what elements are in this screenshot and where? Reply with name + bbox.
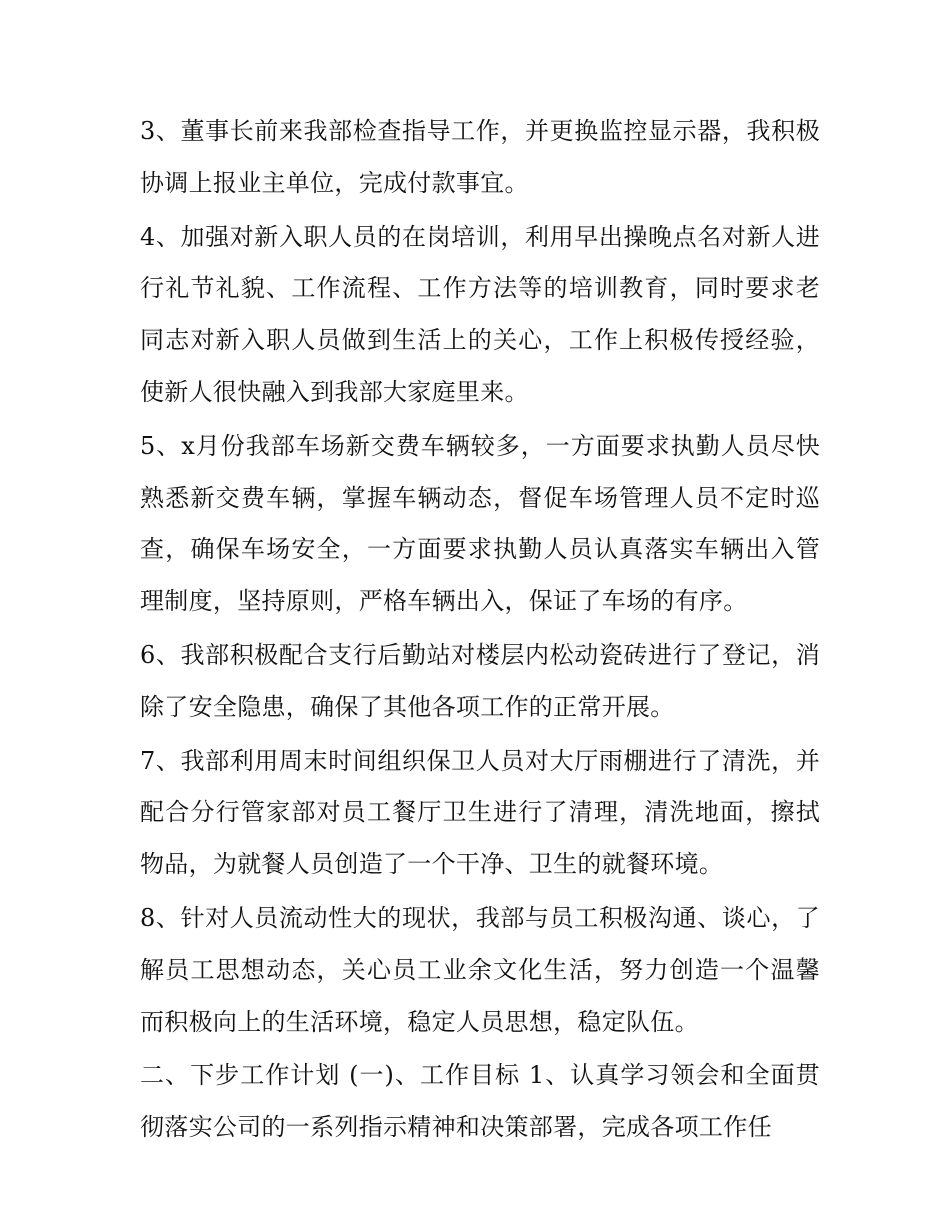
paragraph-item-6: 6、我部积极配合支行后勤站对楼层内松动瓷砖进行了登记，消除了安全隐患，确保了其他各项工作的正常开展。 [140,640,820,721]
paragraph-item-7: 7、我部利用周末时间组织保卫人员对大厅雨棚进行了清洗，并配合分行管家部对员工餐厅卫生进行了清理，清洗地面，擦拭物品，为就餐人员创造了一个干净、卫生的就餐环境。 [140,746,820,879]
paragraph-item-8: 8、针对人员流动性大的现状，我部与员工积极沟通、谈心，了解员工思想动态，关心员工业余文化生活，努力创造一个温馨而积极向上的生活环境，稳定人员思想，稳定队伍。 [140,903,820,1036]
paragraph-item-5: 5、x月份我部车场新交费车辆较多，一方面要求执勤人员尽快熟悉新交费车辆，掌握车辆动态，督促车场管理人员不定时巡查，确保车场安全，一方面要求执勤人员认真落实车辆出入管理制度，坚持原则，严格车辆出入，保证了车场的有序。 [140,431,820,616]
paragraph-work-plan: 二、下步工作计划 (一)、工作目标 1、认真学习领会和全面贯彻落实公司的一系列指示精神和决策部署，完成各项工作任 [140,1061,820,1142]
paragraph-item-4: 4、加强对新入职人员的在岗培训，利用早出操晚点名对新人进行礼节礼貌、工作流程、工作方法等的培训教育，同时要求老同志对新入职人员做到生活上的关心，工作上积极传授经验，使新人很快融入到我部大家庭里来。 [140,222,820,406]
paragraph-item-3: 3、董事长前来我部检查指导工作，并更换监控显示器，我积极协调上报业主单位，完成付款事宜。 [140,117,820,197]
document-body [140,106,820,1156]
